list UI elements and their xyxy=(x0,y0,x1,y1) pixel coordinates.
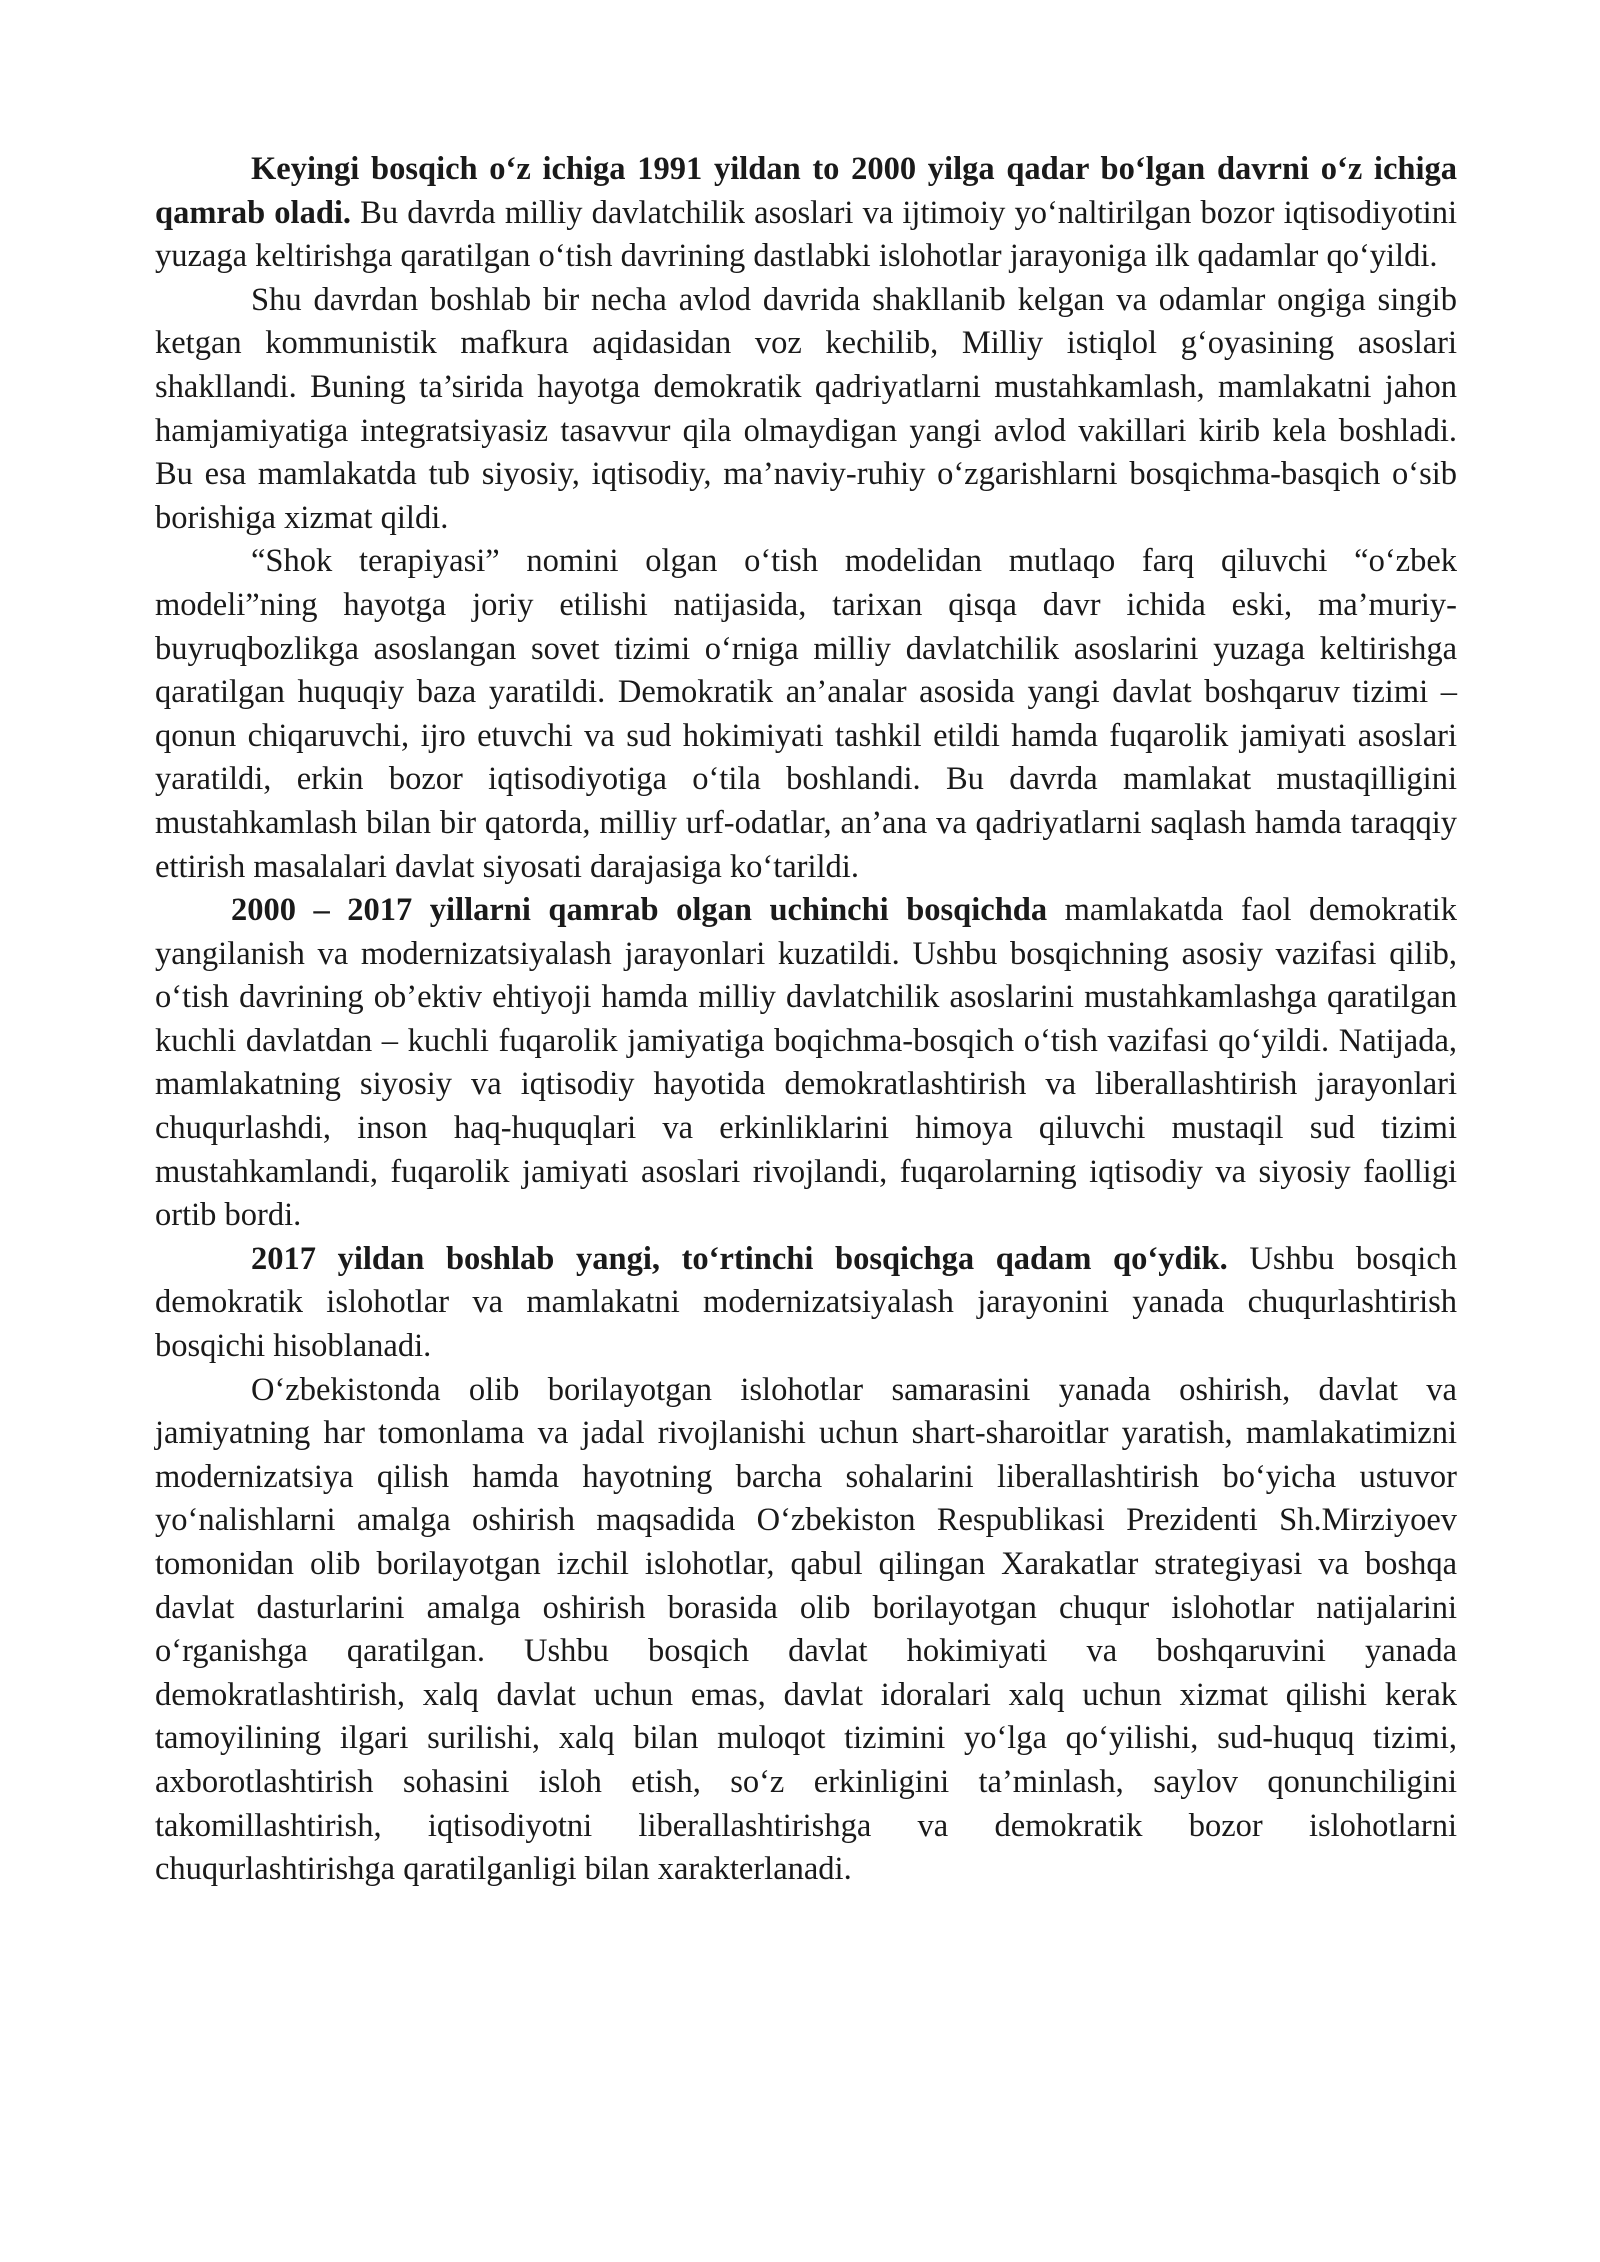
paragraph-5 xyxy=(155,1238,1457,1369)
paragraph-3-body: “Shok terapiyasi” nomini olgan oʻtish modelidan mutlaqo farq qiluvchi “oʻzbek modeli”ning hayotga joriy etilishi natijasida, tarixan qisqa davr ichida eski, ma’muriy-buyruqbozlikga asoslangan sovet tizimi oʻrniga milliy davlatchilik asoslarini yuzaga keltirishga qaratilgan huquqiy baza yaratildi. Demokratik an’analar asosida yangi davlat boshqaruv tizimi – qonun chiqaruvchi, ijro etuvchi va sud hokimiyati tashkil etildi hamda fuqarolik jamiyati asoslari yaratildi, erkin bozor iqtisodiyotiga oʻtila boshlandi. Bu davrda mamlakat mustaqilligini mustahkamlash bilan bir qatorda, milliy urf-odatlar, an’ana va qadriyatlarni saqlash hamda taraqqiy ettirish masalalari davlat siyosati darajasiga koʻtarildi. xyxy=(155,543,1457,885)
paragraph-4-body: mamlakatda faol demokratik yangilanish va modernizatsiyalash jarayonlari kuzatildi. Ushbu bosqichning asosiy vazifasi qilib, oʻtish davrining ob’ektiv ehtiyoji hamda milliy davlatchilik asoslarini mustahkamlashga qaratilgan kuchli davlatdan – kuchli fuqarolik jamiyatiga boqichma-bosqich oʻtish vazifasi qoʻyildi. Natijada, mamlakatning siyosiy va iqtisodiy hayotida demokratlashtirish va liberallashtirish jarayonlari chuqurlashdi, inson haq-huquqlari va erkinliklarini himoya qiluvchi mustaqil sud tizimi mustahkamlandi, fuqarolik jamiyati asoslari rivojlandi, fuqarolarning iqtisodiy va siyosiy faolligi ortib bordi. xyxy=(155,892,1457,1234)
paragraph-1-body: Bu davrda milliy davlatchilik asoslari va ijtimoiy yoʻnaltirilgan bozor iqtisodiyotini yuzaga keltirishga qaratilgan oʻtish davrining dastlabki islohotlar jarayoniga ilk qadamlar qoʻyildi. xyxy=(155,194,1457,275)
document-page xyxy=(155,148,1457,1892)
paragraph-5-lead: 2017 yildan boshlab yangi, toʻrtinchi bosqichga qadam qoʻydik. xyxy=(251,1240,1228,1277)
paragraph-2 xyxy=(155,279,1457,541)
paragraph-4 xyxy=(155,889,1457,1238)
paragraph-4-lead: 2000 – 2017 yillarni qamrab olgan uchinchi bosqichda xyxy=(231,892,1048,929)
paragraph-6 xyxy=(155,1369,1457,1892)
paragraph-1-lead: Keyingi bosqich oʻz ichiga 1991 yildan to 2000 yilga qadar boʻlgan davrni oʻz ichiga qamrab oladi. xyxy=(155,151,1457,231)
paragraph-6-body: Oʻzbekistonda olib borilayotgan islohotlar samarasini yanada oshirish, davlat va jamiyatning har tomonlama va jadal rivojlanishi uchun shart-sharoitlar yaratish, mamlakatimizni modernizatsiya qilish hamda hayotning barcha sohalarini liberallashtirish boʻyicha ustuvor yoʻnalishlarni amalga oshirish maqsadida Oʻzbekiston Respublikasi Prezidenti Sh.Mirziyoev tomonidan olib borilayotgan izchil islohotlar, qabul qilingan Xarakatlar strategiyasi va boshqa davlat dasturlarini amalga oshirish borasida olib borilayotgan chuqur islohotlar natijalarini oʻrganishga qaratilgan. Ushbu bosqich davlat hokimiyati va boshqaruvini yanada demokratlashtirish, xalq davlat uchun emas, davlat idoralari xalq uchun xizmat qilishi kerak tamoyilining ilgari surilishi, xalq bilan muloqot tizimini yoʻlga qoʻyilishi, sud-huquq tizimi, axborotlashtirish sohasini isloh etish, soʻz erkinligini ta’minlash, saylov qonunchiligini takomillashtirish, iqtisodiyotni liberallashtirishga va demokratik bozor islohotlarni chuqurlashtirishga qaratilganligi bilan xarakterlanadi. xyxy=(155,1371,1457,1888)
paragraph-2-body: Shu davrdan boshlab bir necha avlod davrida shakllanib kelgan va odamlar ongiga singib ketgan kommunistik mafkura aqidasidan voz kechilib, Milliy istiqlol gʻoyasining asoslari shakllandi. Buning ta’sirida hayotga demokratik qadriyatlarni mustahkamlash, mamlakatni jahon hamjamiyatiga integratsiyasiz tasavvur qila olmaydigan yangi avlod vakillari kirib kela boshladi. Bu esa mamlakatda tub siyosiy, iqtisodiy, ma’naviy-ruhiy oʻzgarishlarni bosqichma-basqich oʻsib borishiga xizmat qildi. xyxy=(155,281,1457,536)
paragraph-3 xyxy=(155,540,1457,889)
paragraph-1 xyxy=(155,148,1457,279)
paragraph-5-body: Ushbu bosqich demokratik islohotlar va mamlakatni modernizatsiyalash jarayonini yanada chuqurlashtirish bosqichi hisoblanadi. xyxy=(155,1240,1457,1365)
